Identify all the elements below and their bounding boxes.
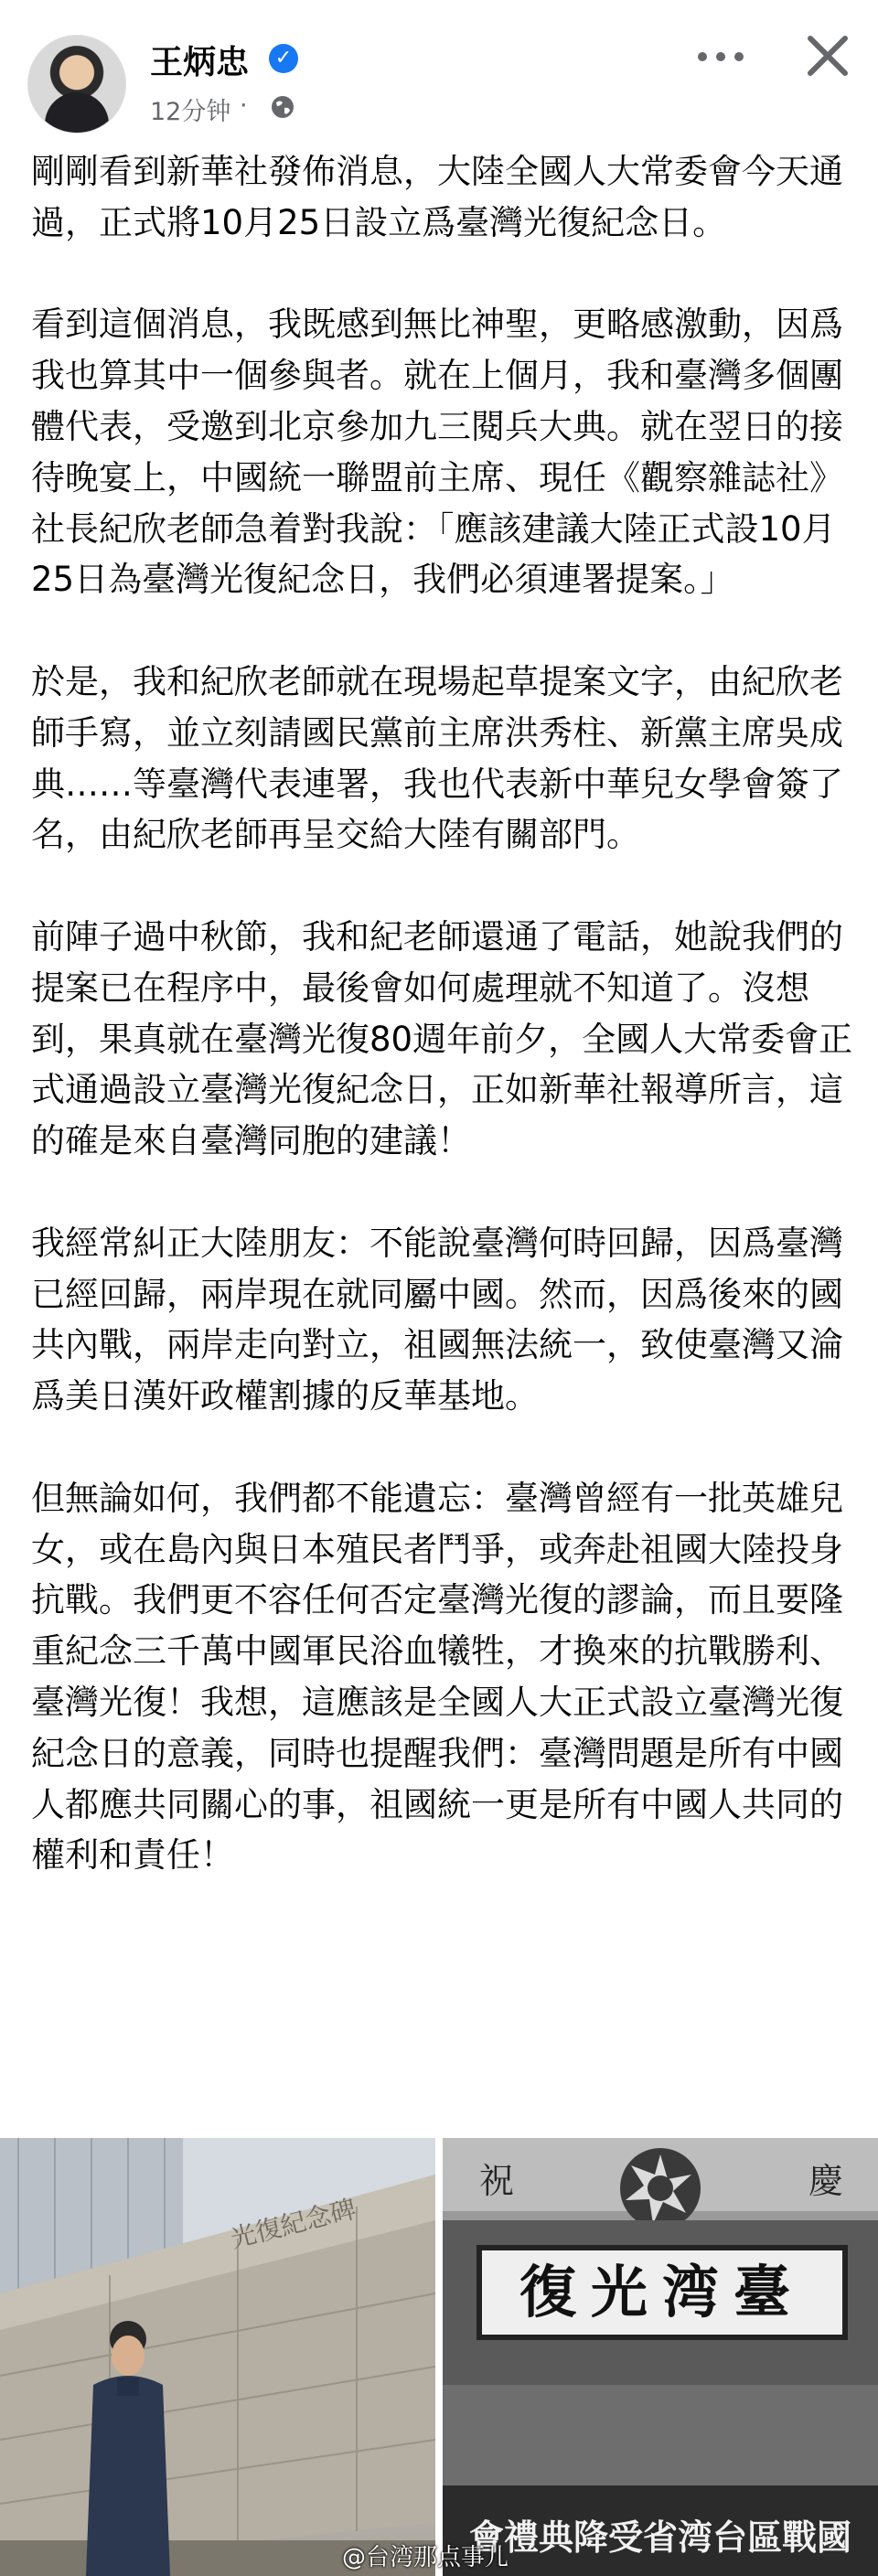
memorial-photo-illustration [0,2138,435,2576]
post-photo-memorial[interactable] [0,2138,435,2576]
photo-corner-left: 祝 [479,2161,515,2201]
post-paragraph: 前陣子過中秋節，我和紀老師還通了電話，她說我們的提案已在程序中，最後會如何處理就不知道了。沒想到，果真就在臺灣光復80週年前夕，全國人大常委會正式通過設立臺灣光復紀念日，正如新華社報導所言，這的確是來自臺灣同胞的建議！ [31,916,853,1161]
photo-corner-right: 慶 [808,2161,844,2201]
photo-banner: 復光湾臺 [519,2259,806,2325]
post-paragraph: 於是，我和紀欣老師就在現場起草提案文字，由紀欣老師手寫，並立刻請國民黨前主席洪秀柱、新黨主席吳成典……等臺灣代表連署，我也代表新中華兒女學會簽了名，由紀欣老師再呈交給大陸有關部門。 [31,661,843,855]
post-photo-historic[interactable] [443,2138,878,2576]
author-name[interactable]: 王炳忠 [150,44,250,81]
post-timestamp[interactable]: 12分钟 [150,98,231,126]
weibo-watermark: @台湾那点事儿 [342,2544,509,2571]
globe-icon [269,93,296,121]
post-body [31,146,854,1932]
historic-photo-illustration [443,2138,878,2576]
memorial-engraving: 光復紀念碑 [227,2193,359,2254]
post-paragraph: 剛剛看到新華社發佈消息，大陸全國人大常委會今天通過，正式將10月25日設立爲臺灣光復紀念日。 [31,152,843,242]
close-icon[interactable] [803,31,852,80]
meta-separator: · [240,91,248,120]
photo-bottom-banner: 會禮典降受省湾台區戰國 [468,2517,852,2558]
verified-badge-icon: ✓ [269,44,298,73]
post-paragraph: 看到這個消息，我既感到無比神聖，更略感激動，因爲我也算其中一個參與者。就在上個月，我和臺灣多個團體代表，受邀到北京參加九三閱兵大典。就在翌日的接待晚宴上，中國統一聯盟前主席、現任《觀察雜誌社》社長紀欣老師急着對我說：「應該建議大陸正式設10月25日為臺灣光復紀念日，我們必須連署提案。」 [31,305,843,600]
more-options-icon[interactable] [695,48,746,66]
post-paragraph: 但無論如何，我們都不能遺忘：臺灣曾經有一批英雄兒女，或在島內與日本殖民者鬥爭，或奔赴祖國大陸投身抗戰。我們更不容任何否定臺灣光復的謬論，而且要隆重紀念三千萬中國軍民浴血犧牲，才換來的抗戰勝利、臺灣光復！我想，這應該是全國人大正式設立臺灣光復紀念日的意義，同時也提醒我們：臺灣問題是所有中國人都應共同關心的事，祖國統一更是所有中國人共同的權利和責任！ [31,1478,843,1876]
author-avatar[interactable] [27,35,126,134]
post-paragraph: 我經常糾正大陸朋友：不能說臺灣何時回歸，因爲臺灣已經回歸，兩岸現在就同屬中國。然而，因爲後來的國共內戰，兩岸走向對立，祖國無法統一，致使臺灣又淪爲美日漢奸政權割據的反華基地。 [31,1223,843,1416]
